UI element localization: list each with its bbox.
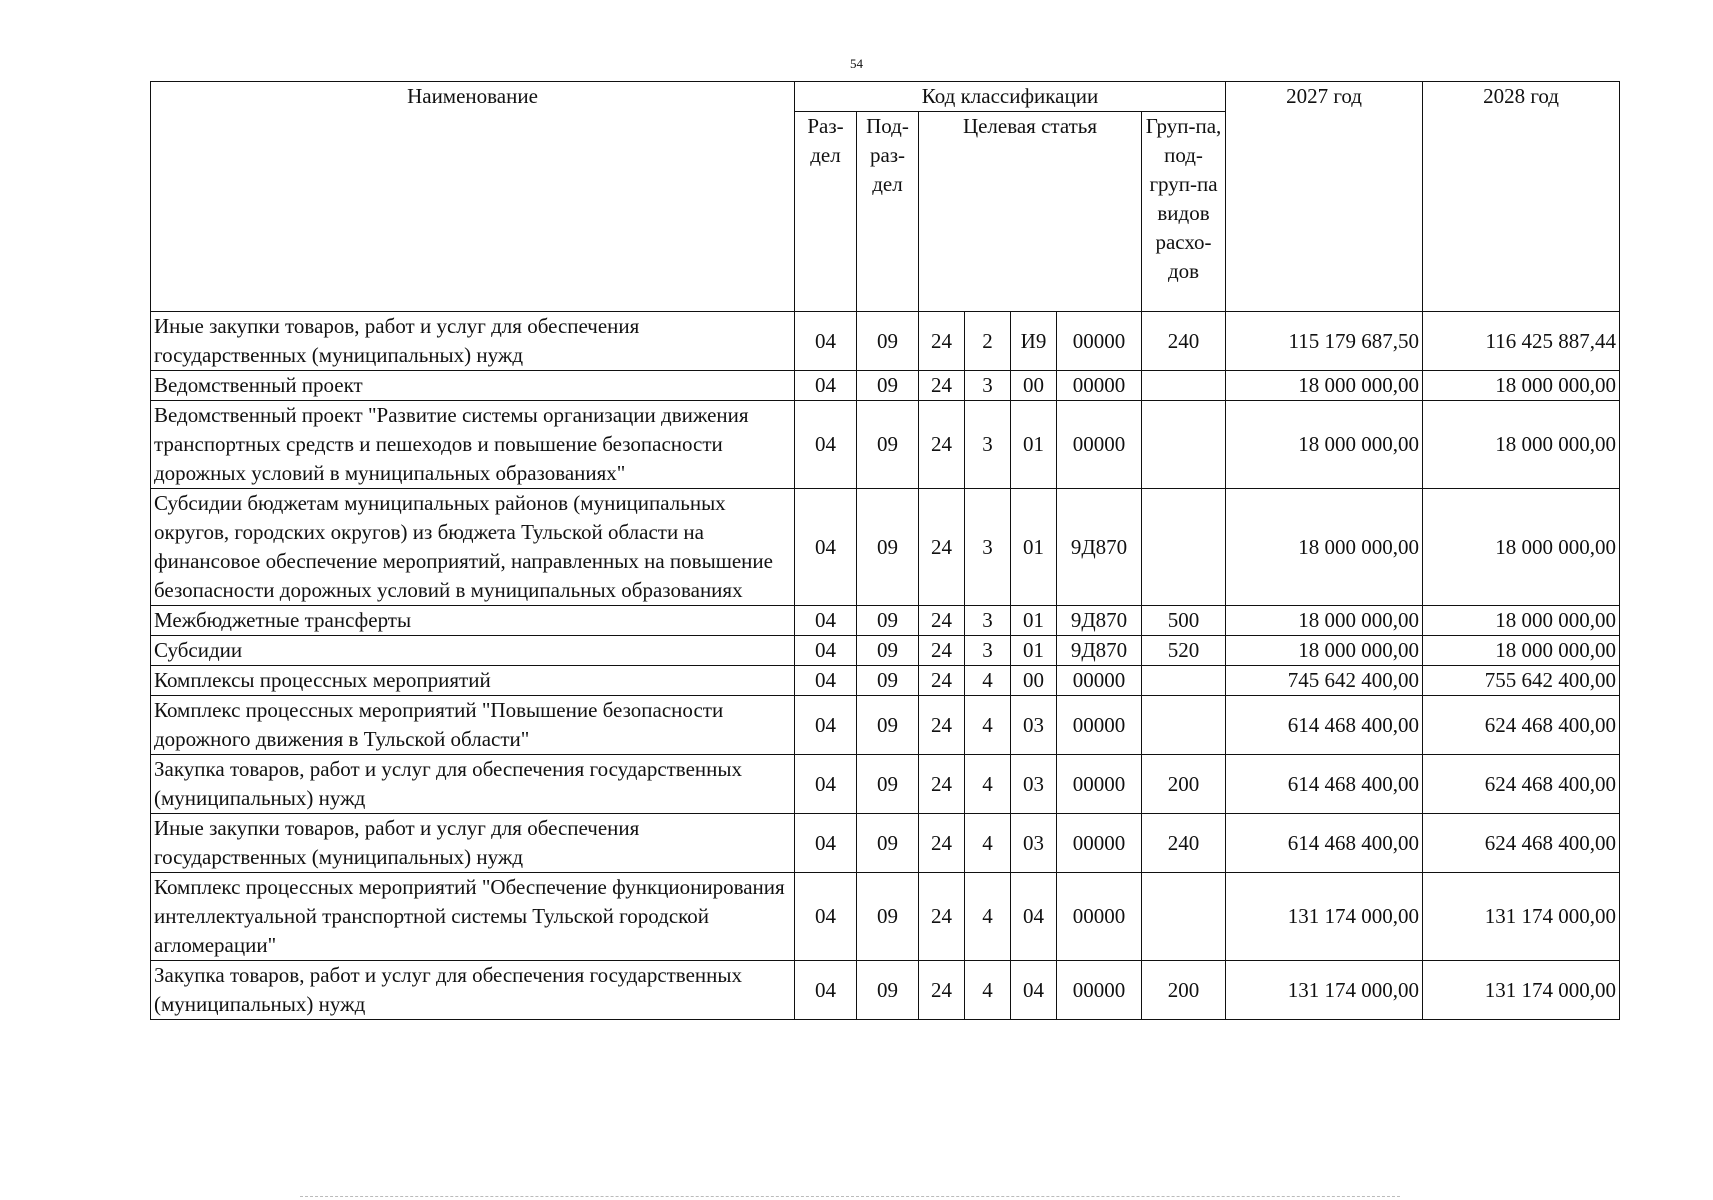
row-target-article-direction: 00 [1011, 666, 1057, 696]
row-target-article-type: 2 [965, 312, 1011, 371]
table-row [151, 636, 1620, 666]
row-amount-2027: 614 468 400,00 [1226, 814, 1423, 873]
row-subsection: 09 [857, 814, 919, 873]
row-subsection: 09 [857, 606, 919, 636]
row-subsection: 09 [857, 755, 919, 814]
row-target-article-type: 3 [965, 606, 1011, 636]
row-subsection: 09 [857, 961, 919, 1020]
row-target-article-code: 00000 [1057, 371, 1142, 401]
row-target-article-direction: 01 [1011, 606, 1057, 636]
row-amount-2027: 614 468 400,00 [1226, 696, 1423, 755]
row-subsection: 09 [857, 636, 919, 666]
row-subsection: 09 [857, 401, 919, 489]
table-row [151, 401, 1620, 489]
header-row-top [151, 82, 1620, 112]
row-target-article-code: 00000 [1057, 401, 1142, 489]
row-subsection: 09 [857, 666, 919, 696]
table-row [151, 312, 1620, 371]
row-subsection: 09 [857, 873, 919, 961]
budget-table [150, 81, 1620, 1020]
table-body [151, 312, 1620, 1020]
row-target-article-program: 24 [919, 696, 965, 755]
row-amount-2027: 131 174 000,00 [1226, 873, 1423, 961]
row-name: Комплексы процессных мероприятий [151, 666, 795, 696]
row-subsection: 09 [857, 312, 919, 371]
row-amount-2028: 18 000 000,00 [1423, 636, 1620, 666]
row-target-article-program: 24 [919, 666, 965, 696]
header-classification-code: Код классификации [795, 82, 1226, 112]
row-amount-2027: 745 642 400,00 [1226, 666, 1423, 696]
header-target-article: Целевая статья [919, 112, 1142, 312]
row-name: Ведомственный проект [151, 371, 795, 401]
row-name: Субсидии бюджетам муниципальных районов (муниципальных округов, городских округов) из бюджета Тульской области на финансовое обеспечение мероприятий, направленных на повышение безопасности дорожных условий в муниципальных образованиях [151, 489, 795, 606]
row-section: 04 [795, 312, 857, 371]
row-amount-2028: 18 000 000,00 [1423, 401, 1620, 489]
row-name: Закупка товаров, работ и услуг для обеспечения государственных (муниципальных) нужд [151, 755, 795, 814]
header-section: Раз-дел [795, 112, 857, 312]
row-amount-2027: 18 000 000,00 [1226, 606, 1423, 636]
row-name: Иные закупки товаров, работ и услуг для обеспечения государственных (муниципальных) нужд [151, 312, 795, 371]
row-expense-group: 240 [1142, 312, 1226, 371]
row-target-article-direction: 01 [1011, 636, 1057, 666]
table-row [151, 371, 1620, 401]
table-row [151, 666, 1620, 696]
row-name: Закупка товаров, работ и услуг для обеспечения государственных (муниципальных) нужд [151, 961, 795, 1020]
header-subsection: Под-раз-дел [857, 112, 919, 312]
row-section: 04 [795, 489, 857, 606]
table-row [151, 696, 1620, 755]
row-target-article-code: 00000 [1057, 961, 1142, 1020]
row-section: 04 [795, 371, 857, 401]
row-target-article-direction: 03 [1011, 755, 1057, 814]
row-target-article-direction: 03 [1011, 814, 1057, 873]
table-row [151, 755, 1620, 814]
table-row [151, 489, 1620, 606]
row-section: 04 [795, 636, 857, 666]
row-target-article-direction: 01 [1011, 401, 1057, 489]
row-target-article-program: 24 [919, 961, 965, 1020]
row-amount-2027: 18 000 000,00 [1226, 401, 1423, 489]
row-amount-2027: 131 174 000,00 [1226, 961, 1423, 1020]
row-expense-group: 200 [1142, 755, 1226, 814]
row-target-article-type: 4 [965, 961, 1011, 1020]
row-target-article-direction: 03 [1011, 696, 1057, 755]
row-expense-group: 520 [1142, 636, 1226, 666]
header-name: Наименование [151, 82, 795, 312]
row-expense-group: 200 [1142, 961, 1226, 1020]
row-subsection: 09 [857, 489, 919, 606]
row-target-article-direction: И9 [1011, 312, 1057, 371]
row-name: Комплекс процессных мероприятий "Обеспечение функционирования интеллектуальной транспортной системы Тульской городской агломерации" [151, 873, 795, 961]
row-target-article-program: 24 [919, 755, 965, 814]
row-target-article-direction: 00 [1011, 371, 1057, 401]
row-expense-group [1142, 696, 1226, 755]
row-target-article-code: 9Д870 [1057, 636, 1142, 666]
row-target-article-program: 24 [919, 606, 965, 636]
row-amount-2028: 131 174 000,00 [1423, 961, 1620, 1020]
row-section: 04 [795, 696, 857, 755]
row-name: Комплекс процессных мероприятий "Повышение безопасности дорожного движения в Тульской области" [151, 696, 795, 755]
row-amount-2027: 614 468 400,00 [1226, 755, 1423, 814]
row-amount-2028: 624 468 400,00 [1423, 696, 1620, 755]
row-target-article-type: 3 [965, 636, 1011, 666]
row-amount-2028: 131 174 000,00 [1423, 873, 1620, 961]
row-subsection: 09 [857, 696, 919, 755]
row-target-article-code: 00000 [1057, 312, 1142, 371]
row-amount-2028: 624 468 400,00 [1423, 755, 1620, 814]
row-amount-2028: 18 000 000,00 [1423, 606, 1620, 636]
row-amount-2027: 115 179 687,50 [1226, 312, 1423, 371]
row-section: 04 [795, 755, 857, 814]
row-name: Иные закупки товаров, работ и услуг для обеспечения государственных (муниципальных) нужд [151, 814, 795, 873]
row-target-article-program: 24 [919, 814, 965, 873]
row-expense-group: 500 [1142, 606, 1226, 636]
row-target-article-code: 00000 [1057, 666, 1142, 696]
row-expense-group [1142, 371, 1226, 401]
row-target-article-program: 24 [919, 371, 965, 401]
row-target-article-code: 00000 [1057, 755, 1142, 814]
row-name: Ведомственный проект "Развитие системы организации движения транспортных средств и пешеходов и повышение безопасности дорожных условий в муниципальных образованиях" [151, 401, 795, 489]
row-target-article-type: 3 [965, 489, 1011, 606]
row-target-article-type: 4 [965, 755, 1011, 814]
table-row [151, 606, 1620, 636]
row-amount-2027: 18 000 000,00 [1226, 636, 1423, 666]
row-target-article-code: 00000 [1057, 814, 1142, 873]
row-target-article-program: 24 [919, 489, 965, 606]
row-target-article-type: 4 [965, 696, 1011, 755]
row-amount-2027: 18 000 000,00 [1226, 371, 1423, 401]
row-expense-group: 240 [1142, 814, 1226, 873]
row-name: Межбюджетные трансферты [151, 606, 795, 636]
row-target-article-program: 24 [919, 636, 965, 666]
row-amount-2028: 755 642 400,00 [1423, 666, 1620, 696]
page-bottom-line [300, 1196, 1400, 1197]
row-target-article-direction: 04 [1011, 961, 1057, 1020]
row-target-article-type: 3 [965, 371, 1011, 401]
row-target-article-direction: 01 [1011, 489, 1057, 606]
row-target-article-program: 24 [919, 312, 965, 371]
row-expense-group [1142, 873, 1226, 961]
row-section: 04 [795, 401, 857, 489]
row-target-article-code: 9Д870 [1057, 489, 1142, 606]
header-year-2027: 2027 год [1226, 82, 1423, 312]
row-target-article-type: 4 [965, 666, 1011, 696]
row-target-article-code: 9Д870 [1057, 606, 1142, 636]
row-amount-2028: 18 000 000,00 [1423, 371, 1620, 401]
row-target-article-type: 3 [965, 401, 1011, 489]
row-target-article-direction: 04 [1011, 873, 1057, 961]
row-target-article-type: 4 [965, 814, 1011, 873]
table-row [151, 814, 1620, 873]
row-expense-group [1142, 666, 1226, 696]
header-expense-group: Груп-па, под-груп-па видов расхо-дов [1142, 112, 1226, 312]
row-section: 04 [795, 606, 857, 636]
header-year-2028: 2028 год [1423, 82, 1620, 312]
row-section: 04 [795, 814, 857, 873]
row-amount-2028: 624 468 400,00 [1423, 814, 1620, 873]
row-target-article-code: 00000 [1057, 696, 1142, 755]
row-section: 04 [795, 873, 857, 961]
row-subsection: 09 [857, 371, 919, 401]
row-target-article-program: 24 [919, 401, 965, 489]
row-section: 04 [795, 961, 857, 1020]
page-number: 54 [850, 56, 863, 71]
row-amount-2028: 116 425 887,44 [1423, 312, 1620, 371]
row-target-article-program: 24 [919, 873, 965, 961]
row-name: Субсидии [151, 636, 795, 666]
row-target-article-code: 00000 [1057, 873, 1142, 961]
table-row [151, 873, 1620, 961]
row-expense-group [1142, 401, 1226, 489]
row-target-article-type: 4 [965, 873, 1011, 961]
row-section: 04 [795, 666, 857, 696]
table-row [151, 961, 1620, 1020]
row-amount-2027: 18 000 000,00 [1226, 489, 1423, 606]
row-amount-2028: 18 000 000,00 [1423, 489, 1620, 606]
row-expense-group [1142, 489, 1226, 606]
